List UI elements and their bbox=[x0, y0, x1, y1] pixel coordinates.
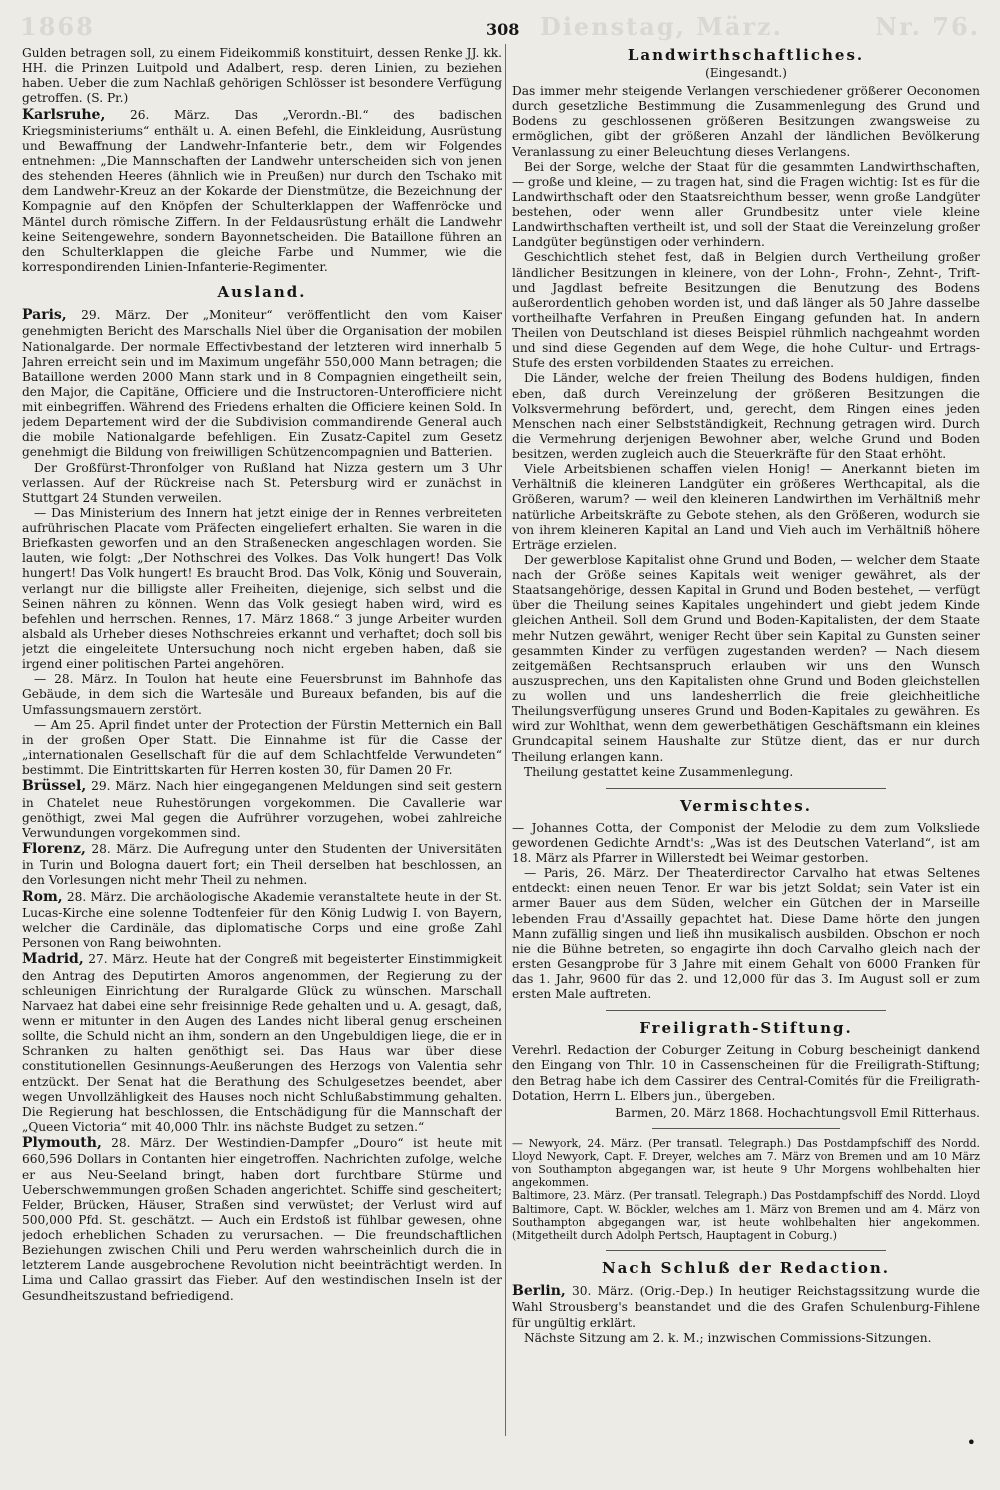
article-freiligrath: Verehrl. Redaction der Coburger Zeitung in Coburg bescheinigt dankend den Eingang von Thlr. 10 in Cassenscheinen für die Freiligrath-Stiftung; den Betrag habe ich dem Cassirer des Central-Comités für die Freiligrath-Dotation, Herrn L. Elbers jun., übergeben. bbox=[512, 1043, 980, 1103]
article-text: 27. März. Heute hat der Congreß mit begeisterter Einstimmigkeit den Antrag des Deputirten Amoros angenommen, der Regierung zu der schleunigen Einrichtung der Ruralgarde Glück zu wünschen. Marschall Narvaez hat dabei eine sehr freisinnige Rede gehalten und u. A. gesagt, daß, wenn er mitunter in den Augen des Landes nicht liberal genug erscheinen sollte, die Schuld nicht an ihm, sondern an den Ungebuldigen liege, die er in Schranken zu halten genöthigt sei. Das Haus war über diese constitutionellen Gesinnungs-Aeußerungen des Herzogs von Valentia sehr entzückt. Der Senat hat die Berathung des Schulgesetzes beendet, aber wegen Unvollzähligkeit des Hauses noch nicht Schlußabstimmung gehalten. Die Regierung hat beschlossen, die Entschädigung für die Mannschaft der „Queen Victoria“ mit 40,000 Thlr. ins nächste Budget zu setzen.“ bbox=[22, 952, 502, 1134]
dateline-place: Rom, bbox=[22, 888, 63, 905]
article-text: 29. März. Nach hier eingegangenen Meldungen sind seit gestern in Chatelet neue Ruhestörungen vorgekommen. Die Cavallerie war genöthigt, zwei Mal gegen die Aufrührer vorzugehen, wobei zahlreiche Verwundungen vorgekommen sind. bbox=[22, 779, 502, 840]
dateline-place: Karlsruhe, bbox=[22, 106, 106, 123]
article-rom bbox=[22, 889, 502, 952]
article-bruessel bbox=[22, 778, 502, 841]
article-landw-6: Der gewerblose Kapitalist ohne Grund und Boden, — welcher dem Staate nach der Größe seines Kapitals weit weniger gewähret, als der Staatsangehörige, dessen Kapital in Grund und Boden bestehet, — verfügt über die Theilung seines Kapitales ungehindert und giebt jedem Kinde gleichen Antheil. Soll dem Grund und Boden-Kapitalisten, der dem Staate mehr Nutzen gewährt, weniger Recht über sein Kapital zu Gunsten seiner gesammten Kinder zu verfügen zugestanden werden? — Nach diesem zeitgemäßen Rechtsanspruch erlauben wir uns den Wunsch auszusprechen, uns den Kapitalisten ohne Grund und Boden gleichstellen zu wollen und uns landesherrlich die freie gleichheitliche Theilungsverfügung unseres Grund und Boden-Kapitales zu gewähren. Es wird zur Wohlthat, wenn dem gewerbethätigen Geschäftsmann ein kleines Grundcapital seinem Haushalte zur Stütze dient, das er nur durch Theilung erlangen kann. bbox=[512, 552, 980, 764]
article-landw-4: Die Länder, welche der freien Theilung des Bodens huldigen, finden eben, daß durch Vereinzelung der größeren Besitzungen die Volksvermehrung befördert, und, gerecht, dem Ringen eines jeden Menschen nach einer Selbstständigkeit, Rechnung getragen wird. Durch die Vermehrung derjenigen Bewohner aber, welche Grund und Boden besitzen, werden zugleich auch die Steuerkräfte für den Staat erhöht. bbox=[512, 371, 980, 461]
section-rule bbox=[652, 1128, 839, 1129]
article-fideikommiss: Gulden betragen soll, zu einem Fideikommiß konstituirt, dessen Renke JJ. kk. HH. die Prinzen Luitpold und Adalbert, resp. deren Linien, zu beziehen haben. Ueber die zum Nachlaß gehörigen Schlösser ist besondere Verfügung getroffen. (S. Pr.) bbox=[22, 46, 502, 106]
dateline-place: Plymouth, bbox=[22, 1135, 102, 1152]
section-rule bbox=[606, 1010, 887, 1011]
end-mark: • bbox=[966, 1433, 976, 1450]
article-landw-3: Geschichtlich stehet fest, daß in Belgien durch Vertheilung großer ländlicher Besitzungen in kleinere, von der Lohn-, Frohn-, Zehnt-, Trift- und Jagdlast befreite Besitzungen die Benutzung des Bodens außerordentlich gehoben worden ist, und daß länger als 50 Jahre dasselbe vortheilhafte Verfahren in Preußen Eingang gefunden hat. In andern Theilen von Deutschland ist dieses Beispiel rühmlich nachgeahmt worden und sind diese Gegenden auf dem Wege, die hohe Cultur- und Ertrags-Stufe des ersten vorbildenden Staates zu erreichen. bbox=[512, 250, 980, 371]
article-text: 28. März. Die archäologische Akademie veranstaltete heute in der St. Lucas-Kirche eine solenne Todtenfeier für den König Ludwig I. von Bayern, welcher die Cardinäle, das diplomatische Corps und eine große Zahl Personen von Rang beiwohnten. bbox=[22, 889, 502, 951]
article-toulon: — 28. März. In Toulon hat heute eine Feuersbrunst im Bahnhofe das Gebäude, in dem sich die Wartesäle und Bureaux befanden, bis auf die Umfassungsmauern zerstört. bbox=[22, 672, 502, 717]
dateline-place: Brüssel, bbox=[22, 778, 87, 795]
section-rule bbox=[606, 788, 887, 789]
article-paris bbox=[22, 307, 502, 460]
bleed-through-left: 1868 bbox=[20, 12, 95, 41]
article-text: 30. März. (Orig.-Dep.) In heutiger Reichstagssitzung wurde die Wahl Strousberg's beanstandet und die des Grafen Schulenburg-Fihlene für ungültig erklärt. bbox=[512, 1284, 980, 1330]
dateline-place: Florenz, bbox=[22, 840, 86, 857]
article-berlin-next: Nächste Sitzung am 2. k. M.; inzwischen Commissions-Sitzungen. bbox=[524, 1330, 932, 1345]
article-landw-2: Bei der Sorge, welche der Staat für die gesammten Landwirthschaften, — große und kleine, — zu tragen hat, sind die Fragen wichtig: Ist es für die Landwirthschaft oder den Staatsreichthum besser, wenn große Landgüter bestehen, oder wenn aller Grundbesitz unter viele kleine Landwirthschaften vertheilt ist, und soll der Staat die Vereinzelung großer Landgüter begünstigen oder verhindern. bbox=[512, 159, 980, 250]
section-subheading-eingesandt: (Eingesandt.) bbox=[705, 66, 787, 80]
signature-line: Barmen, 20. März 1868. Hochachtungsvoll Emil Ritterhaus. bbox=[615, 1105, 980, 1120]
section-heading-nach-schluss: Nach Schluß der Redaction. bbox=[601, 1259, 891, 1278]
dateline-place: Madrid, bbox=[22, 951, 84, 968]
dateline-place: Paris, bbox=[22, 307, 67, 324]
article-text: 28. März. Der Westindien-Dampfer „Douro“ ist heute mit 660,596 Dollars in Contanten hier eingetroffen. Nachrichten zufolge, welche er aus Neu-Seeland bringt, haben dort furchtbare Stürme und Ueberschwemmungen großen Schaden angerichtet. Schiffe sind gescheitert; Felder, Brücken, Häuser, Straßen sind verwüstet; der Verlust wird auf 500,000 Pfd. St. geschätzt. — Auch ein Erdstoß ist fühlbar gewesen, ohne jedoch erheblichen Schaden zu verursachen. — Die freundschaftlichen Beziehungen zwischen Chili und Peru werden wahrscheinlich durch die in letzterem Lande ausgebrochene Revolution nicht beeinträchtigt werden. In Lima und Callao grassirt das Fieber. Auf den westindischen Inseln ist der Gesundheitszustand befriedigend. bbox=[22, 1136, 502, 1303]
article-metternich: — Am 25. April findet unter der Protection der Fürstin Metternich ein Ball in der großen Oper Statt. Die Einnahme ist für die Casse der „internationalen Gesellschaft für die auf dem Schlachtfelde Verwundeten“ bestimmt. Die Eintrittskarten für Herren kosten 30, für Damen 20 Fr. bbox=[22, 717, 502, 778]
bleed-through-mid: Dienstag, März. bbox=[540, 12, 784, 41]
article-grossfuerst: Der Großfürst-Thronfolger von Rußland hat Nizza gestern um 3 Uhr verlassen. Auf der Rückreise nach St. Petersburg wird er zunächst in Stuttgart 24 Stunden verweilen. bbox=[22, 460, 502, 505]
article-text: 28. März. Die Aufregung unter den Studenten der Universitäten in Turin und Bologna dauert fort; ein Theil derselben hat beschlossen, an den Vorlesungen nicht mehr Theil zu nehmen. bbox=[22, 841, 502, 888]
section-heading-ausland: Ausland. bbox=[217, 283, 307, 302]
article-landw-5: Viele Arbeitsbienen schaffen vielen Honig! — Anerkannt bieten im Verhältniß die kleineren Landgüter ein größeres Werthcapital, als die Größeren, warum? — weil den kleineren Landwirthen im Verhältniß mehr natürliche Arbeitskräfte zu Gebote stehen, als den Größeren, wodurch sie von ihrem kleineren Kapital an Land und Vieh auch im Verhältniß höhere Erträge erzielen. bbox=[512, 462, 980, 552]
article-text: 26. März. Das „Verordn.-Bl.“ des badischen Kriegsministeriums“ enthält u. A. einen Befehl, die Einkleidung, Ausrüstung und Bewaffnung der Landwehr-Infanterie betr., dem wir Folgendes entnehmen: „Die Mannschaften der Landwehr unterscheiden sich von jenen des stehenden Heeres (ähnlich wie in Preußen) nur durch den Tschako mit dem Landwehr-Kreuz an der Kokarde der Dienstmütze, die Bezeichnung der Kompagnie auf den Knöpfen der Schulterklappen der Waffenröcke und Mäntel durch römische Ziffern. In der Feldausrüstung erhält die Landwehr keine Seitengewehre, sondern Bayonnetscheiden. Die Bataillone führen an den Schulterklappen die gleiche Farbe und Nummer, wie die korrespondirenden Linien-Infanterie-Regimenter. bbox=[22, 107, 502, 274]
dateline-place: Berlin, bbox=[512, 1283, 566, 1300]
section-heading-landwirthschaft: Landwirthschaftliches. bbox=[627, 46, 865, 64]
column-divider bbox=[505, 44, 506, 1436]
section-heading-freiligrath: Freiligrath-Stiftung. bbox=[639, 1019, 853, 1038]
right-column bbox=[512, 46, 980, 1450]
article-plymouth bbox=[22, 1135, 502, 1304]
page-header bbox=[0, 6, 1000, 48]
article-karlsruhe bbox=[22, 107, 502, 276]
article-cotta: — Johannes Cotta, der Componist der Melodie zu dem zum Volksliede gewordenen Gedichte Arndt's: „Was ist des Deutschen Vaterland“, ist am 18. März als Pfarrer in Willerstedt bei Weimar gestorben. bbox=[512, 820, 980, 865]
notice-newyork: — Newyork, 24. März. (Per transatl. Telegraph.) Das Postdampfschiff des Nordd. Lloyd Newyork, Capt. F. Dreyer, welches am 7. März von Bremen und am 10 März von Southampton abgegangen war, ist heute 9 Uhr Morgens wohlbehalten hier angekommen. bbox=[512, 1136, 980, 1190]
bleed-through-right: Nr. 76. bbox=[875, 12, 980, 41]
article-ministerium: — Das Ministerium des Innern hat jetzt einige der in Rennes verbreiteten aufrührischen Placate vom Präfecten eingeliefert erhalten. Sie waren in die Briefkasten geworfen und an den Straßenecken angeschlagen worden. Sie lauten, wie folgt: „Der Nothschrei des Volkes. Das Volk hungert! Das Volk hungert! Das Volk hungert! Es braucht Brod. Das Volk, König und Souverain, verlangt nur die billigste aller Freiheiten, diejenige, sich selbst und die Seinen nähren zu können. Wenn das Volk gesiegt haben wird, wird es befehlen und herrschen. Rennes, 17. März 1868.“ 3 junge Arbeiter wurden alsbald als Urheber dieses Nothschreies erkannt und verhaftet; doch soll bis jetzt die eingeleitete Untersuchung noch nicht ergeben haben, daß sie irgend einer politischen Partei angehören. bbox=[22, 505, 502, 672]
article-berlin bbox=[512, 1283, 980, 1331]
article-text: 29. März. Der „Moniteur“ veröffentlicht den vom Kaiser genehmigten Bericht des Marschalls Niel über die Organisation der mobilen Nationalgarde. Der normale Effectivbestand der letzteren wird innerhalb 5 Jahren erreicht sein und im Maximum ungefähr 550,000 Mann betragen; die Bataillone werden 2000 Mann stark und in 8 Compagnien eingetheilt sein, den Major, die Capitäne, Officiere und die Instructoren-Unterofficiere nicht mit einbegriffen. Während des Friedens erhalten die Officiere keinen Sold. In jedem Departement wird der die Subdivision commandirende General auch die mobile Nationalgarde befehligen. Ein Zusatz-Capitel zum Gesetz genehmigt die Bildung von freiwilligen Schützencompagnien und Batterien. bbox=[22, 308, 502, 460]
article-landw-7: Theilung gestattet keine Zusammenlegung. bbox=[524, 764, 794, 779]
notice-baltimore: Baltimore, 23. März. (Per transatl. Telegraph.) Das Postdampfschiff des Nordd. Lloyd Baltimore, Capt. W. Böckler, welches am 1. März von Bremen und am 4. März von Southampton abgegangen war, ist heute wohlbehalten hier angekommen. (Mitgetheilt durch Adolph Pertsch, Hauptagent in Coburg.) bbox=[512, 1189, 980, 1242]
article-landw-1: Das immer mehr steigende Verlangen verschiedener größerer Oeconomen durch gesetzliche Bestimmung die Zusammenlegung des Grund und Bodens zu geschlossenen größeren Besitzungen zwangsweise zu ermöglichen, gibt der größeren Anzahl der ländlichen Bevölkerung Veranlassung zu einer Beleuchtung dieses Verlangens. bbox=[512, 84, 980, 159]
article-carvalho: — Paris, 26. März. Der Theaterdirector Carvalho hat etwas Seltenes entdeckt: einen neuen Tenor. Er war bis jetzt Soldat; sein Vater ist ein armer Bauer aus dem Süden, welcher ein Gütchen der in Marseille lebenden Frau d'Assailly gepachtet hat. Diese Dame hörte den jungen Mann zufällig singen und ließ ihn musikalisch ausbilden. Obschon er noch nie die Bühne betreten, so engagirte ihn doch Carvalho gleich nach der ersten Gesangprobe für 3 Jahre mit einem Gehalt von 6000 Franken für das 1. Jahr, 9600 für das 2. und 12,000 für das 3. Im August soll er zum ersten Male auftreten. bbox=[512, 866, 980, 1002]
left-column bbox=[22, 46, 502, 1450]
section-rule bbox=[606, 1250, 887, 1251]
section-heading-vermischtes: Vermischtes. bbox=[680, 796, 812, 815]
page-number: 308 bbox=[486, 20, 520, 39]
article-madrid bbox=[22, 951, 502, 1135]
article-florenz bbox=[22, 841, 502, 889]
